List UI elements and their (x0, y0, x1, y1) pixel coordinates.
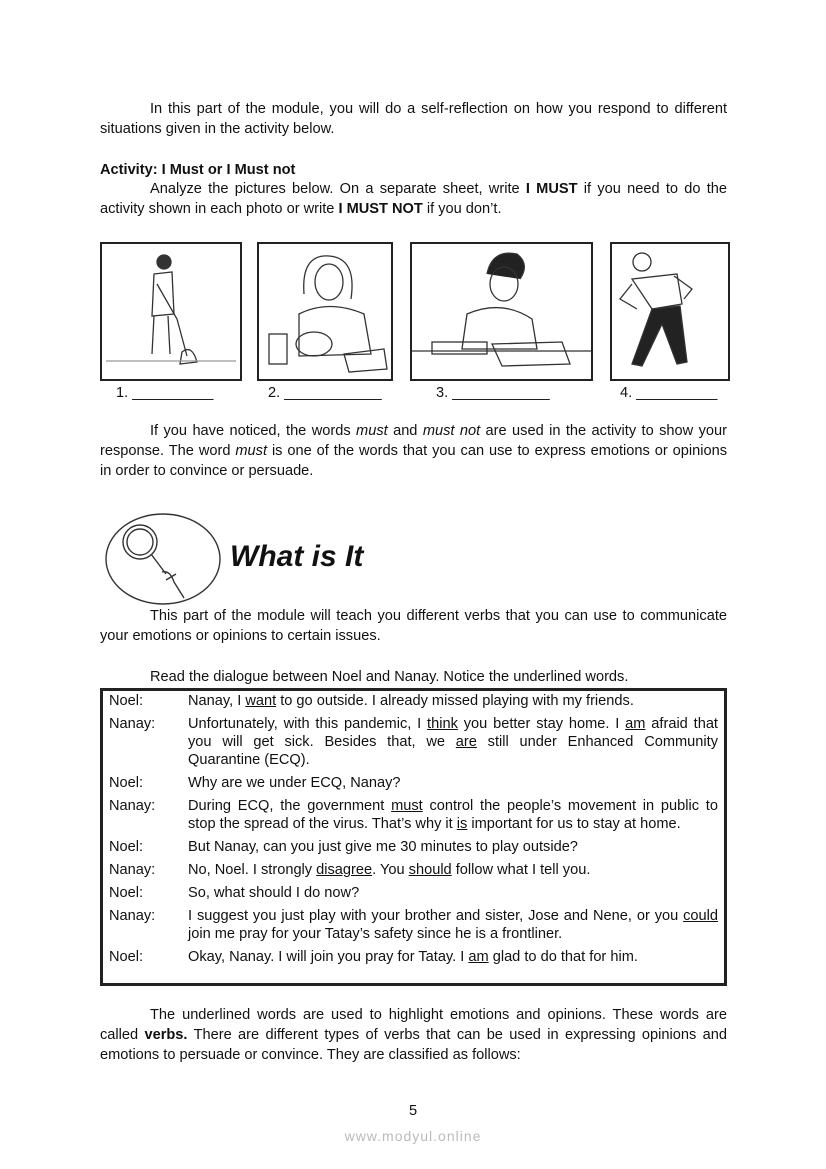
dialogue-row (109, 861, 718, 879)
intro-paragraph: In this part of the module, you will do a self-reflection on how you respond to different situations given in the activity below. (100, 101, 727, 137)
dialogue-line (188, 907, 718, 943)
dialogue-line (188, 861, 718, 879)
verbs-paragraph: The underlined words are used to highlight emotions and opinions. These words are called verbs. There are different types of verbs that can be used in expressing opinions and emotions to persuade or convince. They are classified as follows: (100, 1007, 727, 1063)
underlined-verb: disagree (316, 862, 373, 878)
dialogue-row (109, 692, 718, 710)
dialogue-row (109, 774, 718, 792)
speaker-label: Noel: (109, 693, 144, 709)
dialogue-line (188, 797, 718, 833)
dialogue-intro: Read the dialogue between Noel and Nanay. Notice the underlined words. (150, 669, 629, 685)
dialogue-text: you better stay home. I (457, 716, 626, 732)
dialogue-line (188, 692, 718, 710)
dialogue-text: still under Enhanced Community Quarantine (ECQ). (188, 734, 718, 768)
picture-girl-exercising (610, 242, 730, 381)
underlined-verb: want (245, 693, 277, 709)
speaker-label: Noel: (109, 775, 144, 791)
underlined-verb: must (391, 798, 423, 814)
dialogue-text: follow what I tell you. (451, 862, 591, 878)
underlined-verb: should (408, 862, 452, 878)
dialogue-line (188, 774, 718, 792)
speaker-label: Noel: (109, 839, 144, 855)
page-number: 5 (408, 1103, 418, 1119)
picture-boy-sweeping (100, 242, 242, 381)
dialogue-row (109, 907, 718, 943)
dialogue-row (109, 948, 718, 966)
dialogue-text: But Nanay, can you just give me 30 minutes to play outside? (188, 839, 578, 855)
underlined-verb: am (625, 716, 646, 732)
dialogue-text: During ECQ, the government (188, 798, 392, 814)
underlined-verb: could (683, 908, 718, 924)
speaker-label: Nanay: (109, 798, 156, 814)
dialogue-line (188, 884, 718, 902)
dialogue-text: Nanay, I (188, 693, 246, 709)
speaker-label: Noel: (109, 949, 144, 965)
dialogue-row (109, 715, 718, 769)
dialogue-text: control the people’s movement in public to stop the spread of the virus. That’s why it (188, 798, 718, 832)
dialogue-row (109, 797, 718, 833)
dialogue-text: Okay, Nanay. I will join you pray for Tatay. I (188, 949, 469, 965)
section-title: What is It (230, 540, 364, 573)
answer-blank-4: 4. __________ (620, 385, 718, 401)
dialogue-text: to go outside. I already missed playing with my friends. (276, 693, 634, 709)
dialogue-row (109, 838, 718, 856)
speaker-label: Nanay: (109, 862, 156, 878)
dialogue-text: So, what should I do now? (188, 885, 360, 901)
magnifying-glass-icon (104, 512, 222, 612)
speaker-label: Noel: (109, 885, 144, 901)
dialogue-text: No, Noel. I strongly (188, 862, 317, 878)
picture-girl-eating-snacks (257, 242, 393, 381)
dialogue-line (188, 838, 718, 856)
activity-heading: Activity: I Must or I Must not (100, 162, 296, 178)
dialogue-line (188, 948, 718, 966)
underlined-verb: think (427, 716, 458, 732)
dialogue-table (100, 688, 727, 986)
answer-blank-3: 3. ____________ (436, 385, 550, 401)
notice-paragraph: If you have noticed, the words must and must not are used in the activity to show your response. The word must is one of the words that you can use to express emotions or opinions in order to convince or persuade. (100, 423, 727, 479)
dialogue-text: I suggest you just play with your brother and sister, Jose and Nene, or you (188, 908, 684, 924)
underlined-verb: is (456, 816, 468, 832)
picture-boy-writing (410, 242, 593, 381)
dialogue-line (188, 715, 718, 769)
dialogue-text: Why are we under ECQ, Nanay? (188, 775, 401, 791)
watermark: www.modyul.online (344, 1128, 482, 1144)
dialogue-text: important for us to stay at home. (467, 816, 681, 832)
underlined-verb: am (468, 949, 489, 965)
answer-blank-2: 2. ____________ (268, 385, 382, 401)
dialogue-text: afraid that you will get sick. Besides that, we (188, 716, 718, 750)
speaker-label: Nanay: (109, 716, 156, 732)
dialogue-text: glad to do that for him. (488, 949, 638, 965)
section-intro: This part of the module will teach you different verbs that you can use to communicate your emotions or opinions to certain issues. (100, 608, 727, 644)
dialogue-text: join me pray for your Tatay’s safety since he is a frontliner. (188, 926, 563, 942)
underlined-verb: are (455, 734, 477, 750)
activity-instructions: Analyze the pictures below. On a separate sheet, write I MUST if you need to do the activity shown in each photo or write I MUST NOT if you don’t. (100, 181, 728, 217)
dialogue-text: Unfortunately, with this pandemic, I (188, 716, 428, 732)
dialogue-text: . You (372, 862, 409, 878)
dialogue-row (109, 884, 718, 902)
speaker-label: Nanay: (109, 908, 156, 924)
answer-blank-1: 1. __________ (116, 385, 214, 401)
